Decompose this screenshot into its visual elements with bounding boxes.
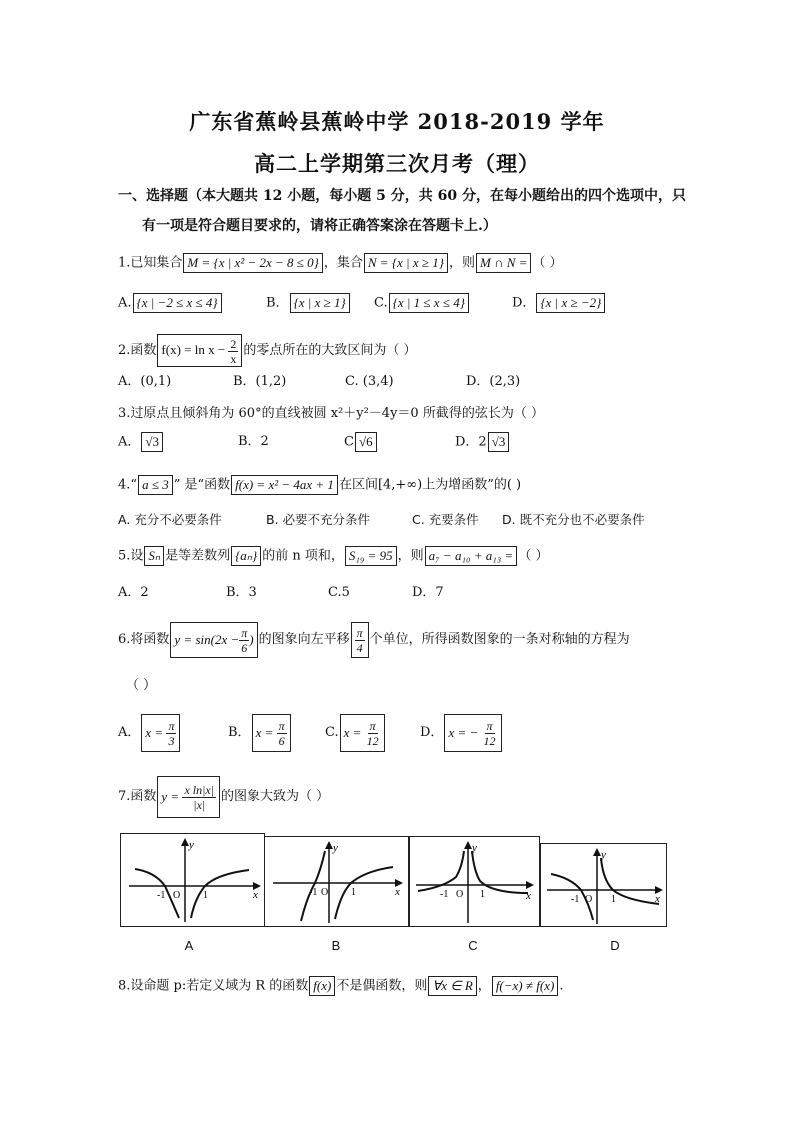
q7-b-axis-y: y (333, 842, 338, 854)
q6-func-num: π (241, 626, 248, 641)
q6-option-a-lhs: x = (145, 724, 164, 740)
q1-option-a-value: {x | −2 ≤ x ≤ 4} (133, 293, 222, 313)
q6-option-d-label: D． (420, 725, 444, 740)
q7-graph-a-plot (121, 834, 264, 926)
question-8 (118, 976, 563, 997)
q3-option-d-value: √3 (488, 432, 510, 452)
q8-end: . (559, 978, 564, 994)
q6-option-a-den: 3 (168, 734, 175, 749)
q5-expr: a₇ − a₁₀ + a₁₃ = (425, 546, 518, 566)
q7-caption-c: C (468, 938, 478, 953)
q7-a-axis-x: x (253, 889, 258, 901)
q7-a-tick-pos: 1 (203, 890, 208, 901)
q2-option-a[interactable]: A．(0,1) (118, 374, 172, 389)
q8-comma: ， (477, 978, 491, 994)
q4-function: f(x) = x² − 4ax + 1 (231, 475, 338, 495)
q6-option-c-label: C. (325, 725, 339, 740)
q6-func-den: 6 (241, 641, 248, 656)
q6-function (170, 622, 257, 658)
q5-option-b[interactable]: B．3 (226, 585, 257, 600)
q2-function (157, 334, 242, 367)
q7-frac (182, 783, 216, 812)
q6-post: 个单位，所得函数图象的一条对称轴的方程为 (369, 632, 630, 647)
q7-caption-a: A (184, 938, 194, 953)
q7-caption-b: B (331, 938, 341, 953)
q6-option-c-den: 12 (366, 734, 379, 749)
q6-func-frac (239, 626, 249, 655)
q7-graph-c[interactable] (409, 836, 540, 927)
q3-option-c-value: √6 (355, 432, 377, 452)
q8-neq: f(−x) ≠ f(x) (492, 976, 559, 996)
q7-function (157, 776, 220, 818)
q1-option-a[interactable] (118, 293, 223, 314)
q5-option-a[interactable]: A．2 (118, 585, 149, 600)
q5-then: ，则 (397, 548, 424, 564)
q7-d-axis-y: y (601, 849, 606, 861)
q7-d-axis-x: x (655, 893, 660, 905)
q2-option-d[interactable]: D．(2,3) (466, 374, 521, 389)
question-1 (118, 253, 563, 274)
page-subtitle: 高二上学期第三次月考（理） (254, 151, 540, 176)
q7-b-tick-origin: O (321, 887, 329, 898)
question-7 (118, 774, 329, 820)
q5-option-c[interactable]: C.5 (328, 585, 350, 600)
q7-post: 的图象大致为（ ） (221, 789, 330, 804)
q2-option-c[interactable]: C. (3,4) (345, 374, 394, 389)
q1-option-d-value: {x | x ≥ −2} (536, 293, 605, 313)
q7-graph-d-plot (541, 844, 666, 926)
q1-option-b-label: B． (266, 295, 289, 311)
q7-prefix: 7.函数 (118, 789, 157, 804)
q7-caption-d: D (610, 938, 620, 953)
q4-option-b[interactable]: B. 必要不充分条件 (266, 512, 371, 527)
q7-a-tick-neg: -1 (157, 890, 166, 901)
question-4 (118, 475, 521, 496)
q6-shift-den: 4 (356, 641, 363, 656)
q1-option-b-value: {x | x ≥ 1} (290, 293, 350, 313)
q1-expr: M ∩ N = (476, 253, 531, 273)
q1-option-d-label: D． (512, 295, 536, 311)
q7-b-axis-x: x (395, 886, 400, 898)
q6-option-d[interactable] (420, 713, 503, 753)
q1-set-m: M = {x | x² − 2x − 8 ≤ 0} (183, 253, 322, 273)
q1-option-a-label: A. (118, 295, 132, 311)
q6-option-a-num: π (168, 719, 175, 734)
q4-option-c[interactable]: C. 充要条件 (412, 512, 479, 527)
q7-den: |x| (193, 798, 206, 813)
q7-graph-d[interactable] (540, 843, 667, 927)
q6-option-b[interactable] (228, 713, 292, 753)
q6-option-d-lhs: x = − (448, 724, 479, 740)
q6-option-d-num: π (486, 719, 493, 734)
q6-option-d-den: 12 (483, 734, 496, 749)
page-title: 广东省蕉岭县蕉岭中学 2018-2019 学年 (189, 109, 605, 134)
q1-prefix: 1.已知集合 (118, 255, 183, 271)
q6-option-b-lhs: x = (255, 724, 274, 740)
q3-option-d-label: D．2 (455, 434, 487, 450)
q7-b-tick-pos: 1 (351, 887, 356, 898)
question-5 (118, 546, 548, 567)
q7-graph-a[interactable] (120, 833, 265, 927)
q3-option-a-label: A． (118, 434, 141, 450)
q2-prefix: 2.函数 (118, 343, 157, 358)
q4-prefix: 4.“ (118, 477, 138, 493)
q7-graph-b-plot (265, 837, 408, 926)
q7-d-tick-origin: O (585, 894, 593, 905)
q6-option-a-label: A． (118, 725, 141, 740)
q1-option-c-value: {x | 1 ≤ x ≤ 4} (389, 293, 469, 313)
q1-option-b[interactable] (266, 293, 351, 314)
q1-set-n: N = {x | x ≥ 1} (364, 253, 448, 273)
q4-condition: a ≤ 3 (138, 475, 173, 495)
q6-option-a[interactable] (118, 713, 181, 753)
question-6 (118, 620, 630, 660)
q5-mid1: 是等差数列 (165, 548, 231, 564)
q7-graph-b[interactable] (264, 836, 409, 927)
q2-frac-den: x (230, 351, 237, 366)
q7-c-tick-pos: 1 (480, 889, 485, 900)
q2-function-text: f(x) = ln x − (161, 342, 226, 358)
q5-option-d[interactable]: D．7 (412, 585, 444, 600)
q1-mid: ，集合 (323, 255, 363, 271)
q1-then: ，则 (448, 255, 475, 271)
q5-prefix: 5.设 (118, 548, 144, 564)
q4-mid: ” 是“函数 (173, 477, 231, 493)
q2-post: 的零点所在的大致区间为（ ） (243, 343, 417, 358)
q6-option-b-label: B． (228, 725, 251, 740)
q6-option-b-num: π (278, 719, 285, 734)
q8-forall: ∀x ∈ R (428, 976, 476, 996)
q5-paren: （ ） (518, 548, 549, 564)
q4-post: 在区间[4,+∞)上为增函数”的( ) (338, 477, 522, 493)
q7-graph-c-plot (410, 837, 539, 926)
question-3: 3.过原点且倾斜角为 60°的直线被圆 x²＋y²－4y＝0 所截得的弦长为（ ） (118, 406, 544, 421)
q7-d-tick-neg: -1 (571, 894, 580, 905)
q6-prefix: 6.将函数 (118, 632, 170, 647)
q7-lhs: y = (161, 788, 180, 804)
q2-option-b[interactable]: B．(1,2) (233, 374, 287, 389)
q4-option-d[interactable]: D. 既不充分也不必要条件 (502, 512, 645, 527)
q3-option-c-label: C (344, 434, 354, 450)
question-2 (118, 334, 417, 368)
q6-option-c-num: π (369, 719, 376, 734)
q1-option-d[interactable] (512, 293, 606, 314)
q1-paren: （ ） (532, 255, 563, 271)
q7-b-tick-neg: -1 (309, 887, 318, 898)
q6-paren: （ ） (126, 678, 157, 693)
q4-option-a[interactable]: A. 充分不必要条件 (118, 512, 222, 527)
q7-c-axis-y: y (472, 842, 477, 854)
q7-d-tick-pos: 1 (611, 894, 616, 905)
q3-option-d[interactable] (455, 432, 510, 453)
q2-frac-num: 2 (230, 336, 237, 351)
section-heading-line1: 一、选择题（本大题共 12 小题，每小题 5 分，共 60 分，在每小题给出的四个选项中，只 (118, 188, 686, 204)
q3-option-c[interactable] (344, 432, 378, 453)
q6-shift-frac (355, 626, 365, 655)
q8-fx: f(x) (309, 976, 335, 996)
q3-option-a-value: √3 (141, 432, 163, 452)
q1-option-c-label: C. (374, 295, 388, 311)
q7-c-axis-x: x (526, 890, 531, 902)
q6-option-c[interactable] (325, 713, 386, 753)
q5-s19: S₁₉ = 95 (345, 546, 397, 566)
q7-a-tick-origin: O (173, 890, 181, 901)
q6-func-pre: y = sin(2x − (174, 631, 240, 647)
q7-a-axis-y: y (189, 839, 194, 851)
q5-sn: Sₙ (144, 546, 164, 566)
q6-option-c-lhs: x = (343, 724, 362, 740)
q6-shift-num: π (356, 626, 363, 641)
section-heading-line2: 有一项是符合题目要求的，请将正确答案涂在答题卡上.） (142, 218, 497, 234)
q3-option-a[interactable] (118, 432, 164, 453)
q6-func-post: ) (249, 631, 254, 647)
q7-c-tick-origin: O (456, 889, 464, 900)
q2-fraction (228, 337, 238, 366)
q5-mid2: 的前 n 项和， (262, 548, 344, 564)
q3-option-b-label: B．2 (238, 434, 269, 449)
q7-num: x ln|x| (184, 783, 215, 798)
q8-prefix: 8.设命题 p:若定义域为 R 的函数 (118, 978, 309, 994)
q6-option-b-den: 6 (278, 734, 285, 749)
q3-option-b[interactable] (238, 432, 269, 452)
q7-c-tick-neg: -1 (440, 889, 449, 900)
q5-an: {aₙ} (231, 546, 261, 566)
q6-mid: 的图象向左平移 (258, 632, 350, 647)
q6-shift (351, 622, 369, 658)
q8-mid: 不是偶函数，则 (336, 978, 428, 994)
q1-option-c[interactable] (374, 293, 470, 314)
